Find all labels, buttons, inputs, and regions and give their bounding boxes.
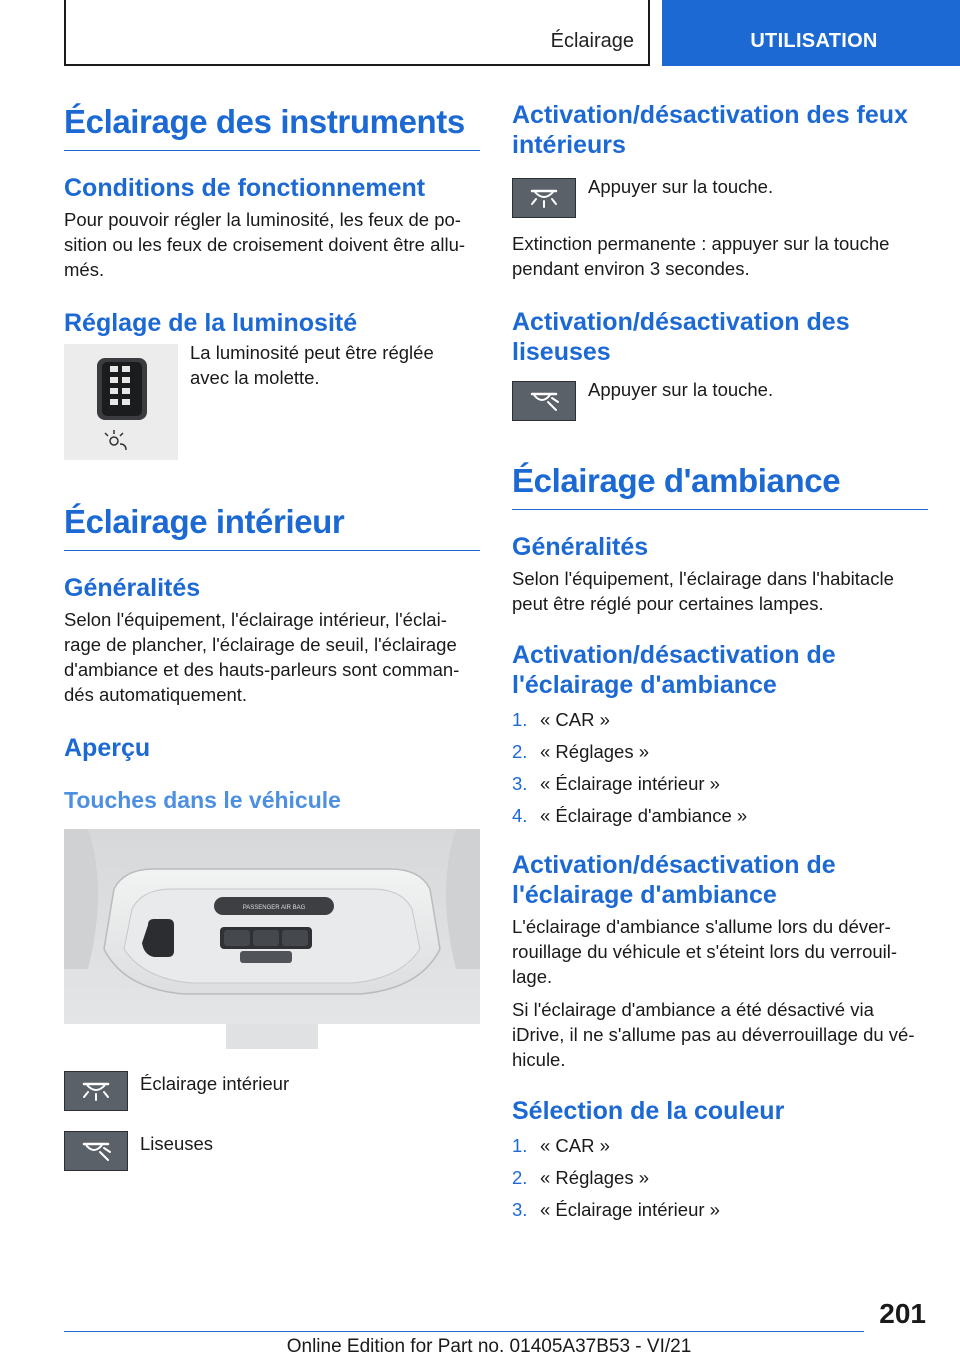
list-item: 3. « Éclairage intérieur » (512, 1199, 720, 1220)
heading-reglage: Réglage de la luminosité (64, 309, 358, 337)
interior-light-icon (64, 1071, 128, 1111)
legend-reading-text: Liseuses (140, 1133, 214, 1154)
list-item: 1. « CAR » (512, 709, 610, 730)
text-generalites-left: Selon l'équipement, l'éclairage intérieur, l'éclai-rage de plancher, l'éclairage de seuil, l'éclairage d'ambiance et des hauts-parleurs sont comman-dés automatiquement. (64, 609, 460, 705)
list-item: 2. « Réglages » (512, 1167, 650, 1188)
header-chapter-title: UTILISATION (750, 30, 878, 52)
console-airbag-label: PASSENGER AIR BAG (242, 905, 306, 911)
text-conditions: Pour pouvoir régler la luminosité, les feux de po-sition ou les feux de croisement doivent être allu-més. (64, 209, 466, 280)
list-item: 3. « Éclairage intérieur » (512, 773, 720, 794)
text-activation-ambiance-b: Si l'éclairage d'ambiance a été désactivé via iDrive, il ne s'allume pas au déverrouillage du vé-hicule. (512, 999, 915, 1070)
interior-light-icon (512, 178, 576, 218)
page-number: 201 (879, 1298, 926, 1329)
heading-liseuses: Activation/désactivation des liseuses (512, 308, 850, 366)
heading-ambiance: Éclairage d'ambiance (512, 459, 928, 510)
heading-couleur: Sélection de la couleur (512, 1097, 785, 1125)
list-item: 1. « CAR » (512, 1135, 610, 1156)
left-column (64, 100, 480, 1171)
header-section-title: Éclairage (550, 30, 634, 52)
right-column (512, 100, 928, 1226)
heading-feux-interieurs: Activation/désactivation des feux intérieurs (512, 101, 908, 159)
text-feux-appuyer: Appuyer sur la touche. (588, 176, 774, 197)
heading-generalites-left: Généralités (64, 574, 201, 602)
footer-divider (64, 1331, 864, 1332)
reading-light-icon (512, 381, 576, 421)
steps-list-1 (512, 704, 928, 832)
header-section-tab (64, 0, 650, 66)
heading-activation-ambiance-2: Activation/désactivation de l'éclairage d'ambiance (512, 851, 836, 909)
reading-light-icon (64, 1131, 128, 1171)
steps-list-2 (512, 1130, 928, 1226)
dimmer-wheel-image (64, 344, 178, 460)
header-chapter-tab (662, 0, 960, 66)
legend-interior-light (64, 1071, 480, 1111)
overhead-console-image (64, 829, 480, 1049)
heading-conditions: Conditions de fonctionnement (64, 174, 426, 202)
dimmer-wheel-icon (64, 344, 178, 460)
heading-apercu: Aperçu (64, 734, 151, 762)
legend-reading-light (64, 1131, 480, 1171)
heading-touches: Touches dans le véhicule (64, 787, 341, 813)
heading-activation-ambiance-1: Activation/désactivation de l'éclairage d'ambiance (512, 641, 836, 699)
text-activation-ambiance-a: L'éclairage d'ambiance s'allume lors du déver-rouillage du véhicule et s'éteint lors du verrouil-lage. (512, 916, 898, 987)
text-feux-extinction: Extinction permanente : appuyer sur la touche pendant environ 3 secondes. (512, 233, 890, 279)
heading-generalites-right: Généralités (512, 533, 649, 561)
liseuses-icon-row (512, 381, 928, 421)
text-liseuses-appuyer: Appuyer sur la touche. (588, 379, 774, 400)
legend-interior-text: Éclairage intérieur (140, 1073, 290, 1094)
text-reglage: La luminosité peut être réglée avec la molette. (190, 342, 434, 388)
footer-edition: Online Edition for Part no. 01405A37B53 - VI/21 (286, 1336, 692, 1357)
list-item: 4. « Éclairage d'ambiance » (512, 805, 748, 826)
list-item: 2. « Réglages » (512, 741, 650, 762)
heading-instruments: Éclairage des instruments (64, 100, 480, 151)
heading-interieur: Éclairage intérieur (64, 500, 480, 551)
overhead-console-illustration (64, 829, 480, 1049)
feux-icon-row (512, 178, 928, 218)
text-generalites-right: Selon l'équipement, l'éclairage dans l'habitacle peut être réglé pour certaines lampes. (512, 568, 894, 614)
reglage-block (64, 344, 480, 460)
